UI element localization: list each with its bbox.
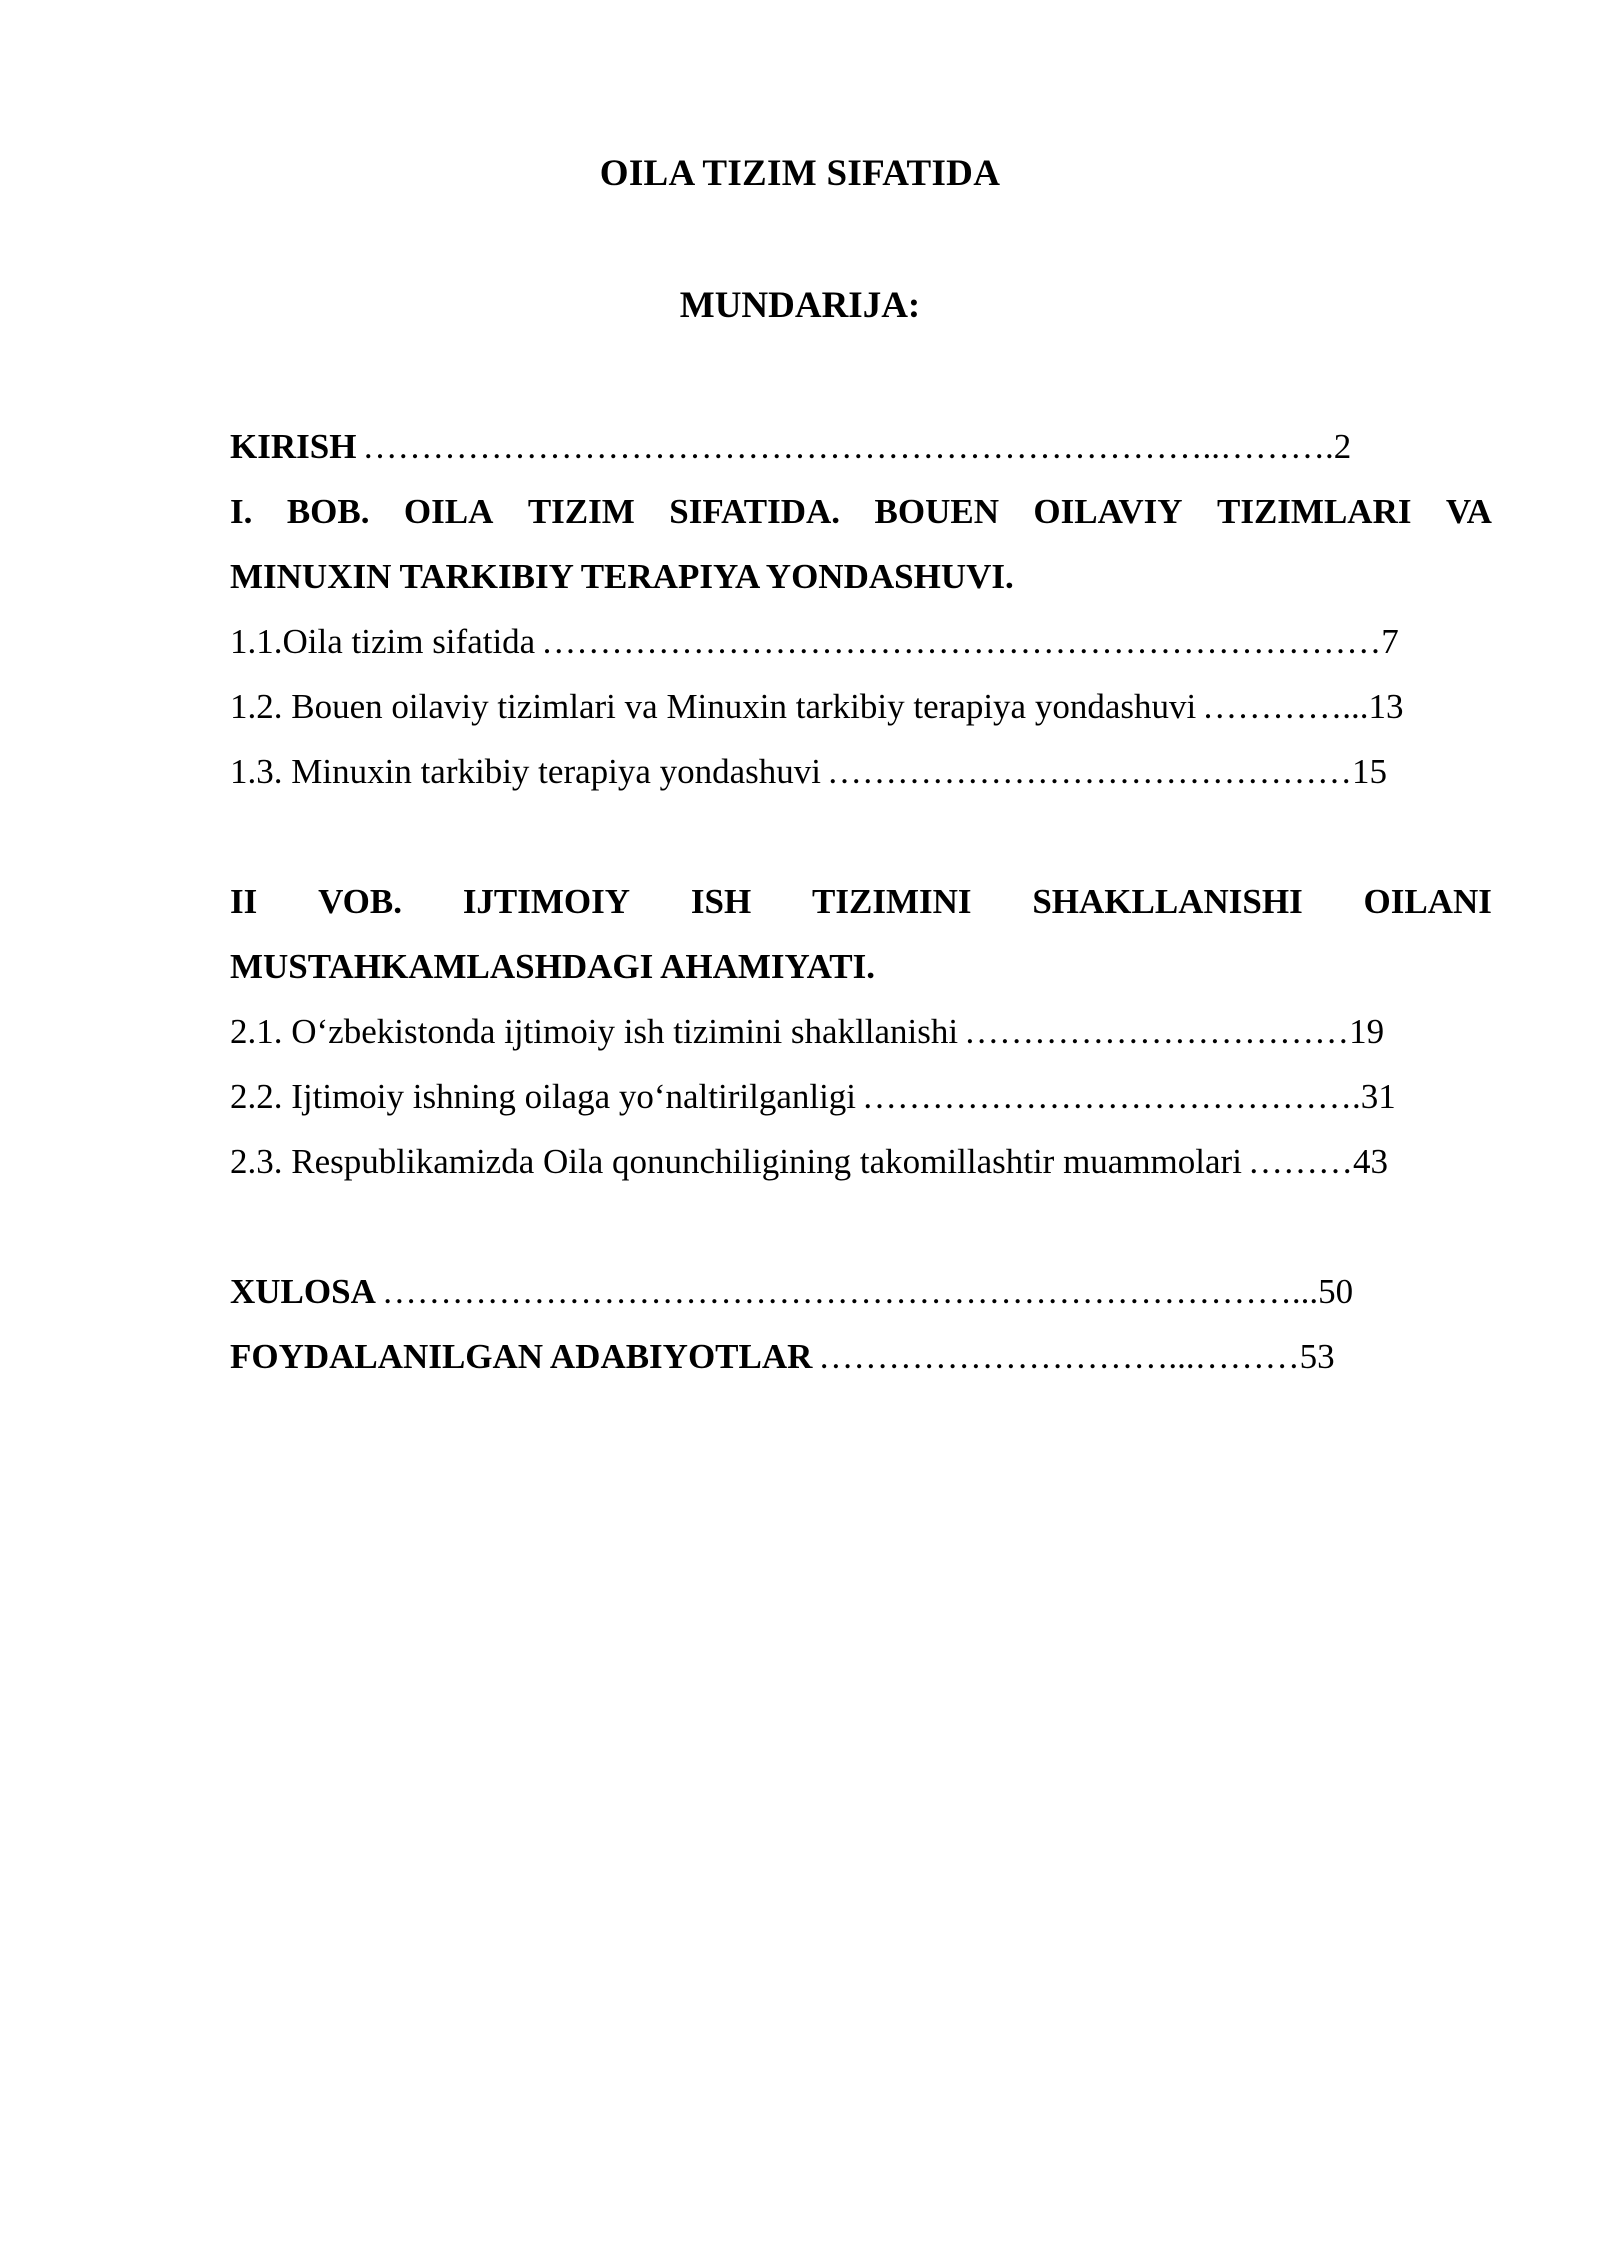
toc-heading: MUNDARIJA:: [679, 285, 921, 326]
toc-page-number: 53: [1299, 1337, 1335, 1376]
toc-chapter-1-line-2: MINUXIN TARKIBIY TERAPIYA YONDASHUVI.: [230, 557, 1014, 596]
toc-entry-label: KIRISH: [230, 427, 357, 466]
toc-leader-dots: ………………………………………………………………..……….: [362, 427, 1334, 466]
toc-chapter-word: TIZIM: [527, 492, 635, 531]
document-title: OILA TIZIM SIFATIDA: [599, 153, 1001, 194]
toc-chapter-2-line-2: MUSTAHKAMLASHDAGI AHAMIYATI.: [230, 947, 875, 986]
toc-entry-label: 1.3. Minuxin tarkibiy terapiya yondashuvi: [230, 752, 822, 791]
toc-chapter-word: ISH: [690, 882, 752, 921]
toc-leader-dots: ………: [1247, 1142, 1353, 1181]
toc-chapter-word: BOUEN: [874, 492, 999, 531]
toc-chapter-word: BOB.: [286, 492, 370, 531]
toc-chapter-word: OILA: [403, 492, 494, 531]
toc-chapter-word: I.: [230, 492, 253, 531]
toc-entry-1-2[interactable]: [230, 674, 1492, 739]
toc-chapter-word: VOB.: [318, 882, 402, 921]
toc-page-number: 43: [1352, 1142, 1388, 1181]
toc-leader-dots: …………………………………….: [862, 1077, 1361, 1116]
toc-chapter-2-line-1[interactable]: [230, 869, 1492, 934]
toc-entry-label: 2.2. Ijtimoiy ishning oilaga yo‘naltirilganligi: [230, 1077, 857, 1116]
spacer: [230, 804, 1492, 869]
toc-chapter-word: TIZIMINI: [812, 882, 972, 921]
toc-entry-1-1[interactable]: [230, 609, 1492, 674]
toc-leader-dots: ……………………………: [964, 1012, 1350, 1051]
toc-entry-2-2[interactable]: [230, 1064, 1492, 1129]
toc-leader-dots: …………...: [1202, 687, 1369, 726]
toc-entry-2-1[interactable]: [230, 999, 1492, 1064]
toc-entry-xulosa[interactable]: [230, 1259, 1492, 1324]
toc-page-number: 15: [1352, 752, 1388, 791]
toc-leader-dots: ………………………………………: [827, 752, 1353, 791]
toc-entry-kirish[interactable]: [230, 414, 1492, 479]
toc-chapter-1-line-1[interactable]: [230, 479, 1492, 544]
toc-entry-adabiyotlar[interactable]: [230, 1324, 1492, 1389]
toc-page-number: 13: [1368, 687, 1404, 726]
toc-chapter-word: VA: [1445, 492, 1492, 531]
toc-entry-label: XULOSA: [230, 1272, 376, 1311]
toc-page-number: 7: [1381, 622, 1399, 661]
toc-chapter-word: OILANI: [1363, 882, 1492, 921]
toc-page-number: 31: [1360, 1077, 1396, 1116]
toc-leader-dots: …………………………...………: [818, 1337, 1300, 1376]
toc-page-number: 2: [1333, 427, 1352, 466]
toc-chapter-word: TIZIMLARI: [1216, 492, 1412, 531]
toc-chapter-word: II: [230, 882, 258, 921]
toc-leader-dots: ……………………………………………………………………...: [381, 1272, 1319, 1311]
toc-entry-label: 1.2. Bouen oilaviy tizimlari va Minuxin tarkibiy terapiya yondashuvi: [230, 687, 1197, 726]
toc-chapter-word: SHAKLLANISHI: [1032, 882, 1303, 921]
toc-chapter-word: OILAVIY: [1033, 492, 1183, 531]
spacer: [230, 1194, 1492, 1259]
toc-page-number: 19: [1349, 1012, 1385, 1051]
toc-entry-label: 1.1.Oila tizim sifatida: [230, 622, 536, 661]
toc-entry-label: 2.3. Respublikamizda Oila qonunchiligining takomillashtir muammolari: [230, 1142, 1242, 1181]
toc-entry-1-3[interactable]: [230, 739, 1492, 804]
toc-chapter-word: SIFATIDA.: [669, 492, 841, 531]
toc-entry-label: FOYDALANILGAN ADABIYOTLAR: [230, 1337, 813, 1376]
toc-leader-dots: ………………………………………………………………: [541, 622, 1382, 661]
toc-entry-label: 2.1. O‘zbekistonda ijtimoiy ish tizimini shakllanishi: [230, 1012, 959, 1051]
toc-entry-2-3[interactable]: [230, 1129, 1492, 1194]
toc-page-number: 50: [1318, 1272, 1354, 1311]
toc-chapter-word: IJTIMOIY: [462, 882, 631, 921]
table-of-contents: [230, 414, 1492, 1389]
